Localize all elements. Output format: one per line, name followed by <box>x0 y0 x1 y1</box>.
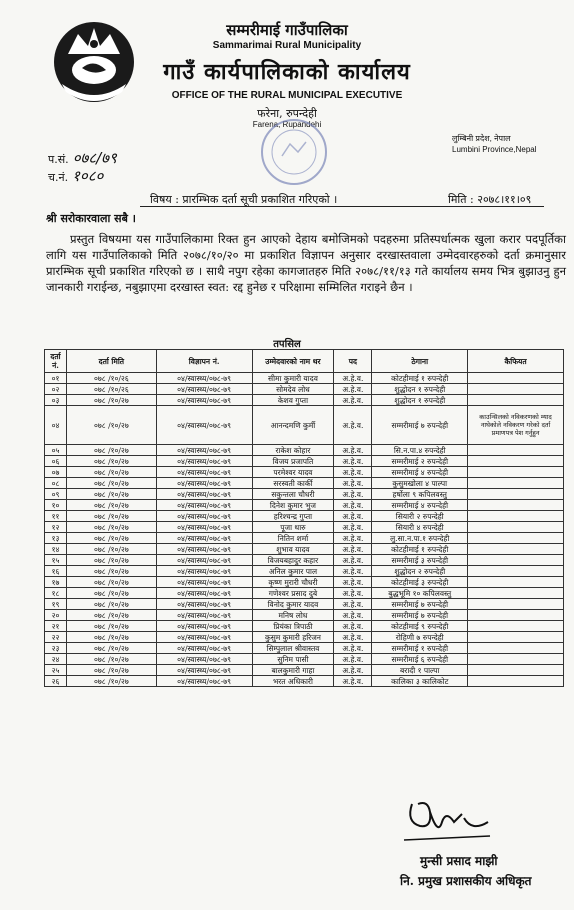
cell-address: कोटहीमाई ९ रुपन्देही <box>372 621 468 632</box>
cell-reg-no: २२ <box>45 632 67 643</box>
cell-reg-date: ०७८ /१०/२६ <box>66 384 156 395</box>
table-row <box>45 500 564 511</box>
cell-reg-no: १७ <box>45 577 67 588</box>
cell-reg-date: ०७८ /१०/२७ <box>66 522 156 533</box>
cell-remarks <box>468 621 564 632</box>
cell-remarks <box>468 533 564 544</box>
cell-reg-no: २३ <box>45 643 67 654</box>
subject-line: विषय : प्रारम्भिक दर्ता सूची प्रकाशित गरिएको । <box>150 193 338 206</box>
cell-advert-no: ०४/स्वास्थ्य/०७८-७९ <box>156 643 252 654</box>
cell-reg-no: १४ <box>45 544 67 555</box>
cell-reg-no: ०७ <box>45 467 67 478</box>
municipality-title-en: Sammarimai Rural Municipality <box>212 40 362 51</box>
province-np: लुम्बिनी प्रदेश, नेपाल <box>452 134 511 143</box>
cell-post: अ.हे.व. <box>334 544 372 555</box>
cell-post: अ.हे.व. <box>334 395 372 406</box>
cell-address: सम्मरीमाई ७ रुपन्देही <box>372 610 468 621</box>
cell-candidate-name: दिनेश कुमार भुज <box>252 500 334 511</box>
cell-reg-date: ०७८ /१०/२७ <box>66 478 156 489</box>
cell-reg-no: ११ <box>45 511 67 522</box>
cell-reg-date: ०७८ /१०/२७ <box>66 599 156 610</box>
cell-remarks <box>468 577 564 588</box>
cell-advert-no: ०४/स्वास्थ्य/०७८-७९ <box>156 522 252 533</box>
table-row <box>45 489 564 500</box>
col-header-remarks: कैफियत <box>468 350 564 373</box>
cell-remarks <box>468 467 564 478</box>
cell-remarks <box>468 566 564 577</box>
handwritten-signature <box>402 792 492 848</box>
cell-remarks <box>468 654 564 665</box>
cell-remarks <box>468 632 564 643</box>
cell-reg-date: ०७८ /१०/२७ <box>66 489 156 500</box>
cell-reg-date: ०७८ /१०/२७ <box>66 445 156 456</box>
table-row <box>45 478 564 489</box>
cell-advert-no: ०४/स्वास्थ्य/०७८-७९ <box>156 500 252 511</box>
cell-candidate-name: परमेश्वर यादव <box>252 467 334 478</box>
cell-advert-no: ०४/स्वास्थ्य/०७८-७९ <box>156 511 252 522</box>
province-block <box>452 133 537 155</box>
cell-post: अ.हे.व. <box>334 588 372 599</box>
cell-remarks <box>468 373 564 384</box>
cell-reg-no: ०३ <box>45 395 67 406</box>
cell-post: अ.हे.व. <box>334 406 372 445</box>
cell-advert-no: ०४/स्वास्थ्य/०७८-७९ <box>156 577 252 588</box>
table-row <box>45 522 564 533</box>
cell-post: अ.हे.व. <box>334 632 372 643</box>
signatory-role: नि. प्रमुख प्रशासकीय अधिकृत <box>400 874 532 888</box>
cell-reg-no: २१ <box>45 621 67 632</box>
cell-advert-no: ०४/स्वास्थ्य/०७८-७९ <box>156 384 252 395</box>
cell-reg-date: ०७८ /१०/२७ <box>66 632 156 643</box>
cell-remarks <box>468 522 564 533</box>
cell-post: अ.हे.व. <box>334 489 372 500</box>
ps-value: ०७८/७९ <box>72 149 117 167</box>
cell-address: कोटहीमाई १ रुपन्देही <box>372 373 468 384</box>
cell-reg-no: १८ <box>45 588 67 599</box>
cell-remarks <box>468 445 564 456</box>
salutation: श्री सरोकारवाला सबै । <box>46 212 136 225</box>
ps-line <box>48 150 117 168</box>
cell-advert-no: ०४/स्वास्थ्य/०७८-७९ <box>156 566 252 577</box>
cell-remarks <box>468 478 564 489</box>
cell-reg-no: ०८ <box>45 478 67 489</box>
cell-remarks <box>468 489 564 500</box>
cell-reg-date: ०७८ /१०/२७ <box>66 665 156 676</box>
cell-remarks <box>468 544 564 555</box>
table-row <box>45 588 564 599</box>
cell-reg-date: ०७८ /१०/२७ <box>66 555 156 566</box>
cell-address: हर्षोला ९ कपिलवस्तु <box>372 489 468 500</box>
cell-post: अ.हे.व. <box>334 384 372 395</box>
table-row <box>45 373 564 384</box>
col-header-reg-date: दर्ता मिति <box>66 350 156 373</box>
cell-advert-no: ०४/स्वास्थ्य/०७८-७९ <box>156 665 252 676</box>
cell-candidate-name: बालकुमारी गाहा <box>252 665 334 676</box>
cell-candidate-name: कुसुम कुमारी हरिजन <box>252 632 334 643</box>
office-stamp <box>258 116 330 188</box>
cell-post: अ.हे.व. <box>334 456 372 467</box>
cell-remarks <box>468 610 564 621</box>
cell-candidate-name: गणेश्वर प्रसाद दुबे <box>252 588 334 599</box>
cell-candidate-name: विजय प्रजापति <box>252 456 334 467</box>
cell-reg-no: १३ <box>45 533 67 544</box>
cell-advert-no: ०४/स्वास्थ्य/०७८-७९ <box>156 632 252 643</box>
cell-candidate-name: सकुन्तला चौधरी <box>252 489 334 500</box>
table-caption: तपसिल <box>273 339 301 350</box>
cell-post: अ.हे.व. <box>334 643 372 654</box>
cell-reg-no: ०१ <box>45 373 67 384</box>
cell-post: अ.हे.व. <box>334 676 372 687</box>
cell-advert-no: ०४/स्वास्थ्य/०७८-७९ <box>156 395 252 406</box>
cell-address: सि.न.पा.४ रुपन्देही <box>372 445 468 456</box>
office-location-en: Farena, Rupandehi <box>252 120 322 129</box>
cell-address: बरादी १ पाल्पा <box>372 665 468 676</box>
cell-reg-date: ०७८ /१०/२७ <box>66 467 156 478</box>
cell-advert-no: ०४/स्वास्थ्य/०७८-७९ <box>156 489 252 500</box>
table-row <box>45 599 564 610</box>
cell-candidate-name: विनोद कुमार यादव <box>252 599 334 610</box>
cell-address: लु.सा.न.पा.१ रुपन्देही <box>372 533 468 544</box>
cell-reg-no: २६ <box>45 676 67 687</box>
cell-remarks <box>468 511 564 522</box>
cell-advert-no: ०४/स्वास्थ्य/०७८-७९ <box>156 621 252 632</box>
cell-address: सम्मरीमाई १ रुपन्देही <box>372 643 468 654</box>
cell-advert-no: ०४/स्वास्थ्य/०७८-७९ <box>156 478 252 489</box>
cell-remarks <box>468 555 564 566</box>
cell-address: सियारी ४ रुपन्देही <box>372 522 468 533</box>
cell-reg-date: ०७८ /१०/२७ <box>66 676 156 687</box>
cell-advert-no: ०४/स्वास्थ्य/०७८-७९ <box>156 373 252 384</box>
cell-advert-no: ०४/स्वास्थ्य/०७८-७९ <box>156 599 252 610</box>
cell-reg-date: ०७८ /१०/२७ <box>66 566 156 577</box>
cell-advert-no: ०४/स्वास्थ्य/०७८-७९ <box>156 610 252 621</box>
office-title-en: OFFICE OF THE RURAL MUNICIPAL EXECUTIVE <box>171 90 403 101</box>
table-row <box>45 643 564 654</box>
cell-post: अ.हे.व. <box>334 478 372 489</box>
cell-candidate-name: सरस्वती कार्की <box>252 478 334 489</box>
municipality-title-np: सम्मरीमाई गाउँपालिका <box>226 21 348 39</box>
table-row <box>45 511 564 522</box>
table-row <box>45 676 564 687</box>
cell-reg-no: १२ <box>45 522 67 533</box>
cell-post: अ.हे.व. <box>334 533 372 544</box>
cell-reg-no: ०२ <box>45 384 67 395</box>
cell-address: बुद्धभूमि १० कपिलवस्तु <box>372 588 468 599</box>
cell-reg-date: ०७८ /१०/२७ <box>66 533 156 544</box>
cell-candidate-name: सोमदेव लोध <box>252 384 334 395</box>
table-row <box>45 577 564 588</box>
table-row <box>45 384 564 395</box>
cell-address: कोटहीमाई ३ रुपन्देही <box>372 577 468 588</box>
cell-candidate-name: हरिश्चन्द्र गुप्ता <box>252 511 334 522</box>
cell-remarks <box>468 384 564 395</box>
cell-candidate-name: सीमा कुमारी यादव <box>252 373 334 384</box>
cell-reg-date: ०७८ /१०/२७ <box>66 610 156 621</box>
cell-post: अ.हे.व. <box>334 599 372 610</box>
signatory-name: मुन्सी प्रसाद माझी <box>420 854 498 868</box>
province-en: Lumbini Province,Nepal <box>452 145 537 154</box>
cell-advert-no: ०४/स्वास्थ्य/०७८-७९ <box>156 654 252 665</box>
cell-post: अ.हे.व. <box>334 511 372 522</box>
cell-address: सम्मरीमाई ४ रुपन्देही <box>372 467 468 478</box>
cell-remarks <box>468 500 564 511</box>
cell-post: अ.हे.व. <box>334 665 372 676</box>
col-header-advert-no: विज्ञापन नं. <box>156 350 252 373</box>
cell-reg-date: ०७८ /१०/२७ <box>66 643 156 654</box>
table-row <box>45 621 564 632</box>
table-header-row <box>45 350 564 373</box>
table-row <box>45 555 564 566</box>
cell-reg-no: ०९ <box>45 489 67 500</box>
cell-advert-no: ०४/स्वास्थ्य/०७८-७९ <box>156 445 252 456</box>
cell-reg-no: ०६ <box>45 456 67 467</box>
table-row <box>45 467 564 478</box>
cell-post: अ.हे.व. <box>334 577 372 588</box>
subject-underline <box>140 206 544 207</box>
cell-address: कालिका ३ कालिकोट <box>372 676 468 687</box>
cell-reg-date: ०७८ /१०/२७ <box>66 588 156 599</box>
cell-candidate-name: राकेश कोहार <box>252 445 334 456</box>
notice-body: प्रस्तुत विषयमा यस गाउँपालिकामा रिक्त हुन आएको देहाय बमोजिमको पदहरुमा प्रतिस्पर्धात्मक खुला करार पदपूर्तिका लागि यस गाउँपालिकाको मिति २०७८/१०/२० मा प्रकाशित विज्ञापन अनुसार दरखास्तवाला उम्मेदवारहरुको दर्ता क्रमानुसार प्रारम्भिक सूची प्रकाशित गरिएको छ । साथै नपुग रहेका कागजातहरु मिति २०७८/११/१३ गते कार्यालय समय भित्र बुझाउनु हुन जानकारी गराईन्छ, नबुझाएमा दरखास्त स्वत: रद्द हुनेछ र परिक्षामा सम्मिलित गराइने छैन । <box>46 232 566 294</box>
cell-reg-no: १९ <box>45 599 67 610</box>
office-title-np: गाउँ कार्यपालिकाको कार्यालय <box>163 59 411 85</box>
cell-reg-no: २५ <box>45 665 67 676</box>
cell-advert-no: ०४/स्वास्थ्य/०७८-७९ <box>156 406 252 445</box>
cell-address: रोहिणी ७ रुपन्देही <box>372 632 468 643</box>
cell-address: शुद्धोदन १ रुपन्देही <box>372 384 468 395</box>
table-row <box>45 445 564 456</box>
cell-reg-no: १५ <box>45 555 67 566</box>
cell-post: अ.हे.व. <box>334 522 372 533</box>
cell-reg-no: २४ <box>45 654 67 665</box>
cell-address: सम्मरीमाई ३ रुपन्देही <box>372 555 468 566</box>
office-location-np: फरेना, रुपन्देही <box>257 107 317 120</box>
table-row <box>45 566 564 577</box>
col-header-candidate-name: उम्मेदवारको नाम थर <box>252 350 334 373</box>
cell-candidate-name: प्रियंका त्रिपाठी <box>252 621 334 632</box>
table-row <box>45 406 564 445</box>
cell-advert-no: ०४/स्वास्थ्य/०७८-७९ <box>156 588 252 599</box>
reference-numbers <box>48 150 117 186</box>
cell-reg-date: ०७८ /१०/२७ <box>66 544 156 555</box>
table-row <box>45 632 564 643</box>
cell-post: अ.हे.व. <box>334 566 372 577</box>
table-row <box>45 665 564 676</box>
cell-advert-no: ०४/स्वास्थ्य/०७८-७९ <box>156 555 252 566</box>
cell-address: सियारी २ रुपन्देही <box>372 511 468 522</box>
cell-post: अ.हे.व. <box>334 467 372 478</box>
cell-candidate-name: कृष्ण मुरारी चौधरी <box>252 577 334 588</box>
table-row <box>45 395 564 406</box>
cn-line <box>48 168 117 186</box>
cell-reg-date: ०७८ /१०/२७ <box>66 500 156 511</box>
col-header-post: पद <box>334 350 372 373</box>
cell-address: कुसुमखोला ४ पाल्पा <box>372 478 468 489</box>
cell-reg-no: ०४ <box>45 406 67 445</box>
col-header-reg-no: दर्ता नं. <box>45 350 67 373</box>
cell-remarks <box>468 588 564 599</box>
cell-address: सम्मरीमाई ७ रुपन्देही <box>372 406 468 445</box>
cell-post: अ.हे.व. <box>334 610 372 621</box>
cell-candidate-name: भरत अधिकारी <box>252 676 334 687</box>
cell-reg-date: ०७८ /१०/२७ <box>66 577 156 588</box>
date-line: मिति : २०७८।११।०९ <box>448 193 532 206</box>
cell-post: अ.हे.व. <box>334 500 372 511</box>
cell-address: सम्मरीमाई २ रुपन्देही <box>372 456 468 467</box>
cell-address: सम्मरीमाई ४ रुपन्देही <box>372 500 468 511</box>
cell-post: अ.हे.व. <box>334 621 372 632</box>
cell-post: अ.हे.व. <box>334 654 372 665</box>
cell-post: अ.हे.व. <box>334 373 372 384</box>
col-header-address: ठेगाना <box>372 350 468 373</box>
table-row <box>45 544 564 555</box>
cell-advert-no: ०४/स्वास्थ्य/०७८-७९ <box>156 456 252 467</box>
cell-address: सम्मरीमाई ६ रुपन्देही <box>372 654 468 665</box>
cell-reg-no: ०५ <box>45 445 67 456</box>
cell-post: अ.हे.व. <box>334 555 372 566</box>
cell-candidate-name: सिम्पुलाल श्रीवास्तव <box>252 643 334 654</box>
cell-remarks <box>468 456 564 467</box>
cell-remarks <box>468 599 564 610</box>
table-row <box>45 533 564 544</box>
cell-advert-no: ०४/स्वास्थ्य/०७८-७९ <box>156 533 252 544</box>
cell-reg-no: १६ <box>45 566 67 577</box>
table-row <box>45 610 564 621</box>
cell-candidate-name: शुभाव यादव <box>252 544 334 555</box>
cell-advert-no: ०४/स्वास्थ्य/०७८-७९ <box>156 676 252 687</box>
ps-label: प.सं. <box>48 153 69 166</box>
cell-remarks: काउन्सिलको नविकरणको म्याद नाघेकोले नविकरण गरेको दर्ता प्रमाणपत्र पेश गर्नुहुन <box>468 406 564 445</box>
cell-reg-date: ०७८ /१०/२७ <box>66 654 156 665</box>
table-row <box>45 456 564 467</box>
cell-reg-date: ०७८ /१०/२७ <box>66 406 156 445</box>
cell-candidate-name: आनन्दमणि कुर्मी <box>252 406 334 445</box>
cn-value: १०८० <box>72 167 104 185</box>
cell-address: शुद्धोदन २ रुपन्देही <box>372 566 468 577</box>
cell-advert-no: ०४/स्वास्थ्य/०७८-७९ <box>156 544 252 555</box>
cell-candidate-name: अनिल कुमार पाल <box>252 566 334 577</box>
cell-candidate-name: पूजा थारु <box>252 522 334 533</box>
cell-remarks <box>468 665 564 676</box>
cell-candidate-name: सुनिम पासी <box>252 654 334 665</box>
cell-reg-date: ०७८ /१०/२७ <box>66 511 156 522</box>
cell-post: अ.हे.व. <box>334 445 372 456</box>
cell-reg-date: ०७८ /१०/२७ <box>66 456 156 467</box>
cell-candidate-name: विजयबहादुर कहार <box>252 555 334 566</box>
cell-candidate-name: केशव गुप्ता <box>252 395 334 406</box>
candidate-table <box>44 349 564 687</box>
cell-remarks <box>468 395 564 406</box>
cell-remarks <box>468 643 564 654</box>
table-row <box>45 654 564 665</box>
cell-address: सम्मरीमाई ७ रुपन्देही <box>372 599 468 610</box>
cell-reg-no: २० <box>45 610 67 621</box>
cn-label: च.नं. <box>48 171 69 184</box>
cell-candidate-name: मनिष लोध <box>252 610 334 621</box>
cell-address: शुद्धोदन १ रुपन्देही <box>372 395 468 406</box>
cell-reg-date: ०७८ /१०/२७ <box>66 395 156 406</box>
cell-address: कोटहीमाई १ रुपन्देही <box>372 544 468 555</box>
cell-remarks <box>468 676 564 687</box>
cell-reg-date: ०७८ /१०/२७ <box>66 621 156 632</box>
cell-candidate-name: नितिन शर्मा <box>252 533 334 544</box>
cell-reg-no: १० <box>45 500 67 511</box>
cell-advert-no: ०४/स्वास्थ्य/०७८-७९ <box>156 467 252 478</box>
cell-reg-date: ०७८ /१०/२६ <box>66 373 156 384</box>
